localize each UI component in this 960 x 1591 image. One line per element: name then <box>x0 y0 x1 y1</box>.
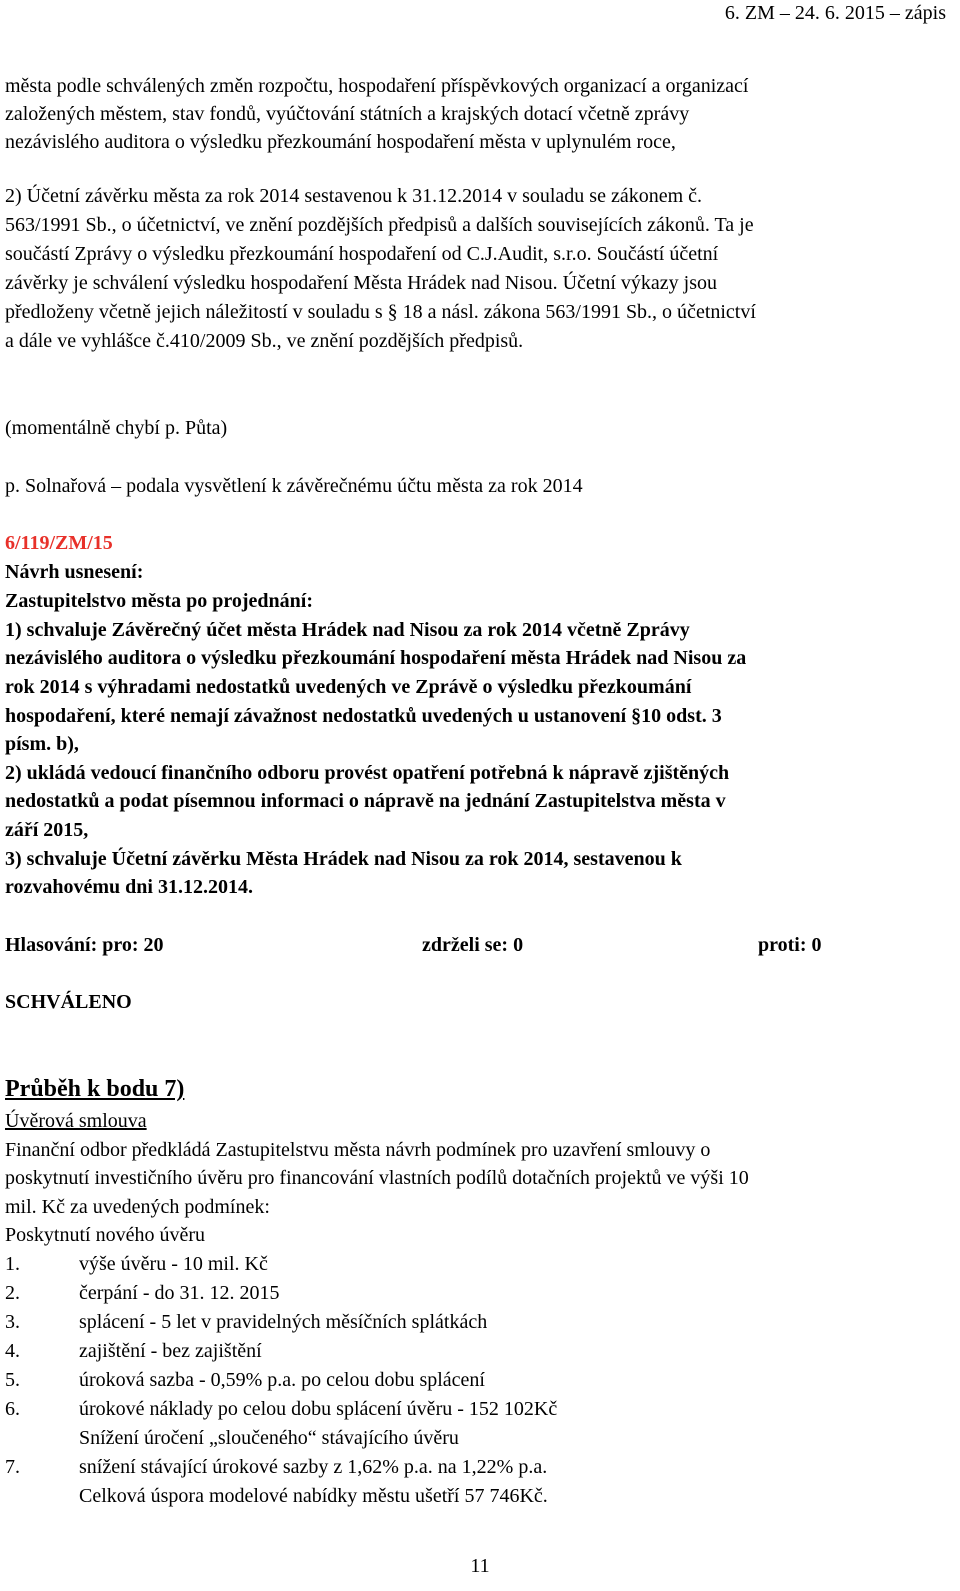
list-title: Poskytnutí nového úvěru <box>5 1224 205 1246</box>
section-heading: Průběh k bodu 7) <box>5 1076 185 1102</box>
list-number: 5. <box>5 1369 20 1391</box>
vote-against: proti: 0 <box>758 934 822 956</box>
list-number: 6. <box>5 1398 20 1420</box>
list-item: úrokové náklady po celou dobu splácení úvěru - 152 102Kč <box>79 1398 558 1420</box>
point2-line: součástí Zprávy o výsledku přezkoumání hospodaření od C.J.Audit, s.r.o. Součástí účetní <box>5 243 719 265</box>
intro-line: města podle schválených změn rozpočtu, hospodaření příspěvkových organizací a organizací <box>5 75 749 97</box>
council-label: Zastupitelstvo města po projednání: <box>5 590 313 612</box>
section-intro-line: poskytnutí investičního úvěru pro financování vlastních podílů dotačních projektů ve výši 10 <box>5 1167 749 1189</box>
resolution-line: rok 2014 s výhradami nedostatků uvedených ve Zprávě o výsledku přezkoumání <box>5 676 692 698</box>
resolution-line: nedostatků a podat písemnou informaci o nápravě na jednání Zastupitelstva města v <box>5 790 726 812</box>
explanation-line: p. Solnařová – podala vysvětlení k závěrečnému účtu města za rok 2014 <box>5 475 583 497</box>
resolution-line: září 2015, <box>5 819 89 841</box>
point2-line: 563/1991 Sb., o účetnictví, ve znění pozdějších předpisů a dalších souvisejících zákonů. Ta je <box>5 214 754 236</box>
intro-line: založených městem, stav fondů, vyúčtování státních a krajských dotací včetně zprávy <box>5 103 690 125</box>
point2-line: závěrky je schválení výsledku hospodaření Města Hrádek nad Nisou. Účetní výkazy jsou <box>5 272 718 294</box>
proposal-label: Návrh usnesení: <box>5 561 144 583</box>
list-item: výše úvěru - 10 mil. Kč <box>79 1253 268 1275</box>
list-item-note: Celková úspora modelové nabídky městu ušetří 57 746Kč. <box>79 1485 548 1507</box>
resolution-line: rozvahovému dni 31.12.2014. <box>5 876 253 898</box>
list-item: úroková sazba - 0,59% p.a. po celou dobu splácení <box>79 1369 485 1391</box>
list-item: snížení stávající úrokové sazby z 1,62% p.a. na 1,22% p.a. <box>79 1456 548 1478</box>
resolution-line: 3) schvaluje Účetní závěrku Města Hrádek nad Nisou za rok 2014, sestavenou k <box>5 848 682 870</box>
vote-abstain: zdrželi se: 0 <box>422 934 524 956</box>
section-subheading: Úvěrová smlouva <box>5 1110 147 1132</box>
page-header: 6. ZM – 24. 6. 2015 – zápis <box>724 2 946 24</box>
point2-line: předloženy včetně jejich náležitostí v souladu s § 18 a násl. zákona 563/1991 Sb., o účetnictví <box>5 301 756 323</box>
resolution-result: SCHVÁLENO <box>5 991 132 1013</box>
list-item: čerpání - do 31. 12. 2015 <box>79 1282 280 1304</box>
resolution-id: 6/119/ZM/15 <box>5 532 113 554</box>
page-number: 11 <box>470 1555 490 1577</box>
section-intro-line: mil. Kč za uvedených podmínek: <box>5 1196 270 1218</box>
resolution-line: 2) ukládá vedoucí finančního odboru provést opatření potřebná k nápravě zjištěných <box>5 762 730 784</box>
list-item: zajištění - bez zajištění <box>79 1340 262 1362</box>
resolution-line: 1) schvaluje Závěrečný účet města Hrádek nad Nisou za rok 2014 včetně Zprávy <box>5 619 690 641</box>
resolution-line: nezávislého auditora o výsledku přezkoumání hospodaření města Hrádek nad Nisou za <box>5 647 747 669</box>
point2-line: a dále ve vyhlášce č.410/2009 Sb., ve znění pozdějších předpisů. <box>5 330 524 352</box>
resolution-line: hospodaření, které nemají závažnost nedostatků uvedených u ustanovení §10 odst. 3 <box>5 705 722 727</box>
section-intro-line: Finanční odbor předkládá Zastupitelstvu města návrh podmínek pro uzavření smlouvy o <box>5 1139 711 1161</box>
list-number: 7. <box>5 1456 20 1478</box>
list-number: 4. <box>5 1340 20 1362</box>
absence-note: (momentálně chybí p. Půta) <box>5 417 228 439</box>
vote-for: Hlasování: pro: 20 <box>5 934 164 956</box>
list-number: 2. <box>5 1282 20 1304</box>
list-item-note: Snížení úročení „sloučeného“ stávajícího úvěru <box>79 1427 459 1449</box>
list-number: 1. <box>5 1253 20 1275</box>
resolution-line: písm. b), <box>5 733 79 755</box>
point2-line: 2) Účetní závěrku města za rok 2014 sestavenou k 31.12.2014 v souladu se zákonem č. <box>5 185 703 207</box>
list-item: splácení - 5 let v pravidelných měsíčních splátkách <box>79 1311 488 1333</box>
list-number: 3. <box>5 1311 20 1333</box>
intro-line: nezávislého auditora o výsledku přezkoumání hospodaření města v uplynulém roce, <box>5 131 676 153</box>
